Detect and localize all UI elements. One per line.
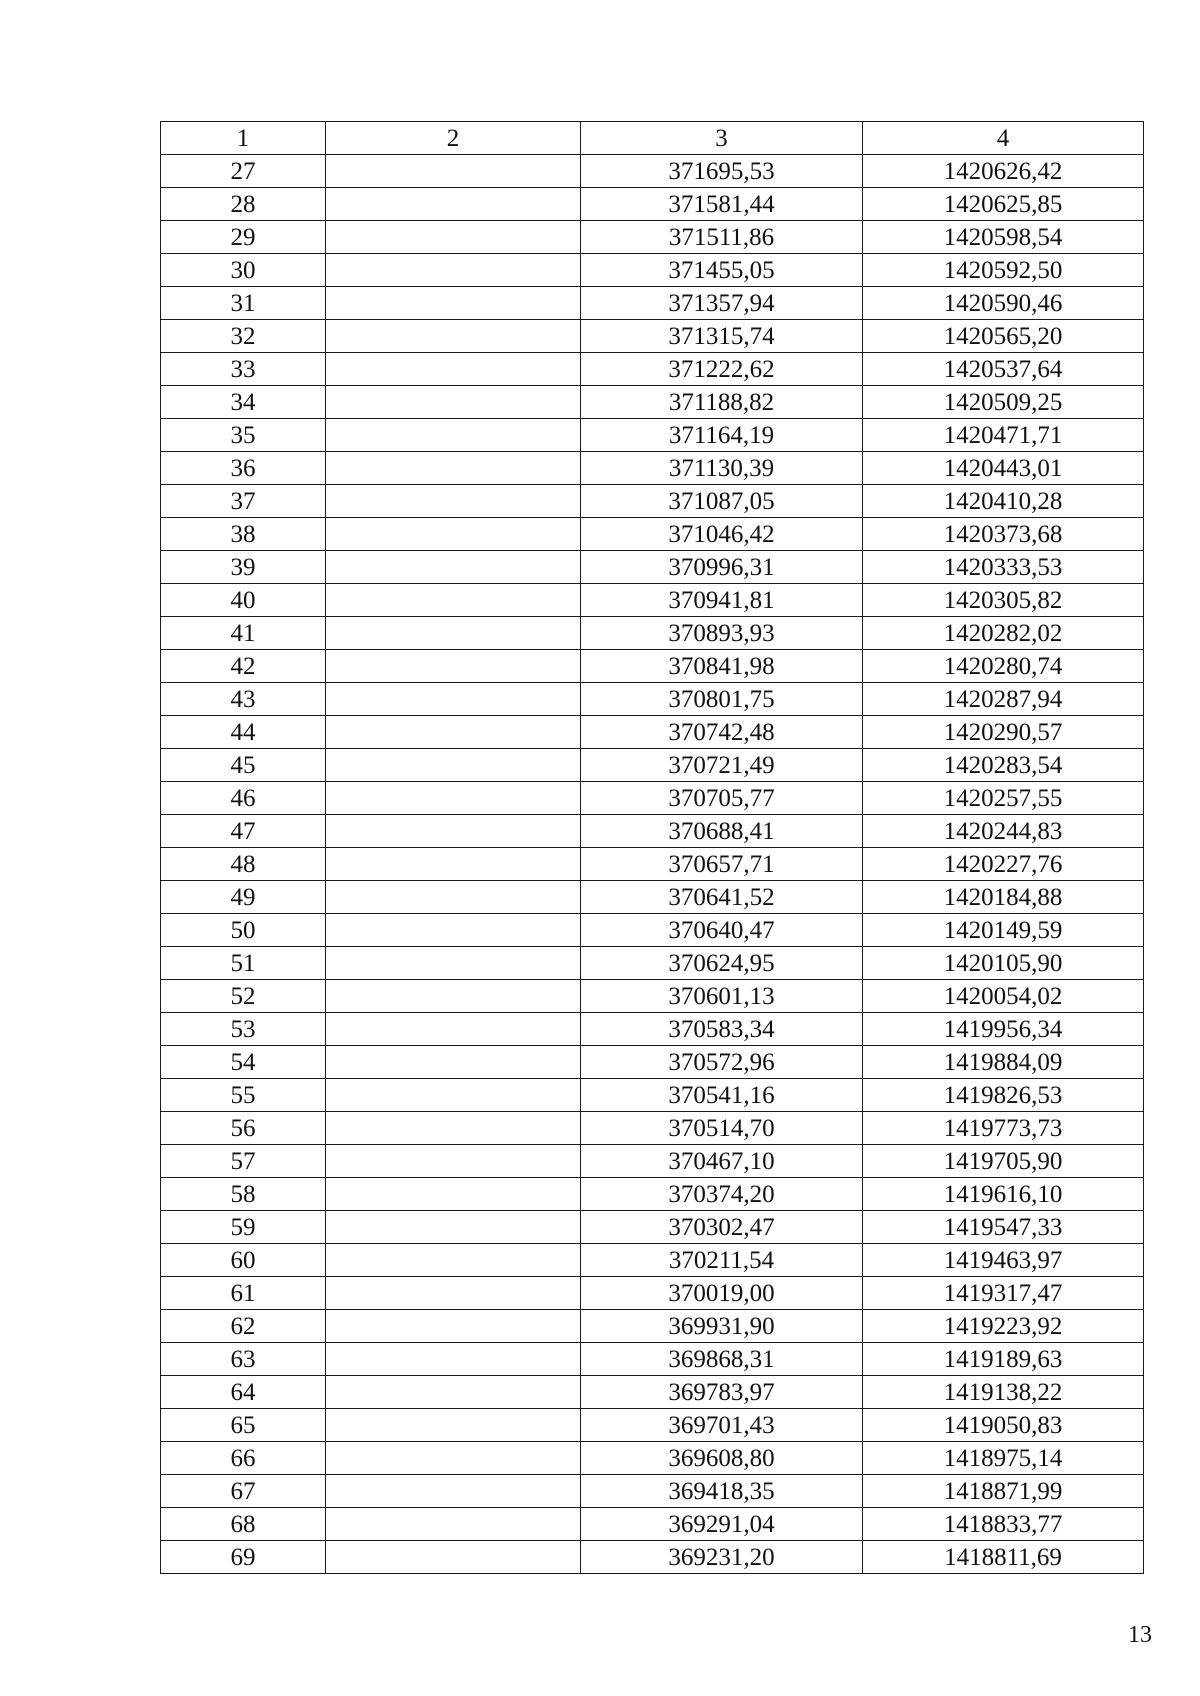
name-cell xyxy=(326,1310,581,1343)
name-cell xyxy=(326,155,581,188)
y-coordinate-cell: 1419223,92 xyxy=(863,1310,1144,1343)
x-coordinate-cell: 370996,31 xyxy=(581,551,863,584)
name-cell xyxy=(326,1046,581,1079)
table-row xyxy=(161,749,1144,782)
y-coordinate-cell: 1420305,82 xyxy=(863,584,1144,617)
table-row xyxy=(161,1277,1144,1310)
point-number-cell: 68 xyxy=(161,1508,326,1541)
table-row xyxy=(161,947,1144,980)
point-number-cell: 30 xyxy=(161,254,326,287)
y-coordinate-cell: 1420509,25 xyxy=(863,386,1144,419)
y-coordinate-cell: 1420410,28 xyxy=(863,485,1144,518)
y-coordinate-cell: 1419616,10 xyxy=(863,1178,1144,1211)
point-number-cell: 67 xyxy=(161,1475,326,1508)
table-body xyxy=(161,122,1144,1574)
name-cell xyxy=(326,650,581,683)
x-coordinate-cell: 370541,16 xyxy=(581,1079,863,1112)
y-coordinate-cell: 1418871,99 xyxy=(863,1475,1144,1508)
name-cell xyxy=(326,683,581,716)
x-coordinate-cell: 369231,20 xyxy=(581,1541,863,1574)
y-coordinate-cell: 1420282,02 xyxy=(863,617,1144,650)
page-number: 13 xyxy=(1128,1622,1152,1648)
y-coordinate-cell: 1419317,47 xyxy=(863,1277,1144,1310)
y-coordinate-cell: 1420184,88 xyxy=(863,881,1144,914)
table-row xyxy=(161,188,1144,221)
x-coordinate-cell: 370624,95 xyxy=(581,947,863,980)
table-row xyxy=(161,221,1144,254)
y-coordinate-cell: 1420280,74 xyxy=(863,650,1144,683)
name-cell xyxy=(326,518,581,551)
table-row xyxy=(161,485,1144,518)
y-coordinate-cell: 1420537,64 xyxy=(863,353,1144,386)
table-row xyxy=(161,254,1144,287)
name-cell xyxy=(326,749,581,782)
point-number-cell: 63 xyxy=(161,1343,326,1376)
x-coordinate-cell: 371046,42 xyxy=(581,518,863,551)
y-coordinate-cell: 1420626,42 xyxy=(863,155,1144,188)
x-coordinate-cell: 370705,77 xyxy=(581,782,863,815)
y-coordinate-cell: 1418975,14 xyxy=(863,1442,1144,1475)
y-coordinate-cell: 1419050,83 xyxy=(863,1409,1144,1442)
name-cell xyxy=(326,848,581,881)
y-coordinate-cell: 1420443,01 xyxy=(863,452,1144,485)
x-coordinate-cell: 370302,47 xyxy=(581,1211,863,1244)
name-cell xyxy=(326,1112,581,1145)
x-coordinate-cell: 371695,53 xyxy=(581,155,863,188)
x-coordinate-cell: 369608,80 xyxy=(581,1442,863,1475)
point-number-cell: 34 xyxy=(161,386,326,419)
name-cell xyxy=(326,353,581,386)
y-coordinate-cell: 1419138,22 xyxy=(863,1376,1144,1409)
x-coordinate-cell: 370019,00 xyxy=(581,1277,863,1310)
x-coordinate-cell: 371581,44 xyxy=(581,188,863,221)
table-row xyxy=(161,1211,1144,1244)
name-cell xyxy=(326,1244,581,1277)
table-row xyxy=(161,452,1144,485)
y-coordinate-cell: 1420287,94 xyxy=(863,683,1144,716)
y-coordinate-cell: 1419773,73 xyxy=(863,1112,1144,1145)
y-coordinate-cell: 1418811,69 xyxy=(863,1541,1144,1574)
point-number-cell: 40 xyxy=(161,584,326,617)
name-cell xyxy=(326,617,581,650)
name-cell xyxy=(326,1475,581,1508)
header-cell-1: 1 xyxy=(161,122,326,155)
table-row xyxy=(161,914,1144,947)
name-cell xyxy=(326,1442,581,1475)
name-cell xyxy=(326,881,581,914)
table-row xyxy=(161,1343,1144,1376)
point-number-cell: 60 xyxy=(161,1244,326,1277)
y-coordinate-cell: 1420592,50 xyxy=(863,254,1144,287)
point-number-cell: 57 xyxy=(161,1145,326,1178)
point-number-cell: 47 xyxy=(161,815,326,848)
x-coordinate-cell: 370801,75 xyxy=(581,683,863,716)
y-coordinate-cell: 1420565,20 xyxy=(863,320,1144,353)
name-cell xyxy=(326,320,581,353)
table-row xyxy=(161,1046,1144,1079)
name-cell xyxy=(326,419,581,452)
table-row xyxy=(161,287,1144,320)
name-cell xyxy=(326,1508,581,1541)
table-row xyxy=(161,1442,1144,1475)
x-coordinate-cell: 371188,82 xyxy=(581,386,863,419)
name-cell xyxy=(326,551,581,584)
x-coordinate-cell: 371455,05 xyxy=(581,254,863,287)
point-number-cell: 61 xyxy=(161,1277,326,1310)
point-number-cell: 33 xyxy=(161,353,326,386)
point-number-cell: 66 xyxy=(161,1442,326,1475)
x-coordinate-cell: 371315,74 xyxy=(581,320,863,353)
table-row xyxy=(161,320,1144,353)
table-row xyxy=(161,1244,1144,1277)
y-coordinate-cell: 1420290,57 xyxy=(863,716,1144,749)
name-cell xyxy=(326,287,581,320)
y-coordinate-cell: 1420373,68 xyxy=(863,518,1144,551)
table-row xyxy=(161,1178,1144,1211)
name-cell xyxy=(326,254,581,287)
name-cell xyxy=(326,584,581,617)
name-cell xyxy=(326,1079,581,1112)
point-number-cell: 49 xyxy=(161,881,326,914)
point-number-cell: 43 xyxy=(161,683,326,716)
x-coordinate-cell: 369931,90 xyxy=(581,1310,863,1343)
table-row xyxy=(161,584,1144,617)
x-coordinate-cell: 370893,93 xyxy=(581,617,863,650)
x-coordinate-cell: 369291,04 xyxy=(581,1508,863,1541)
x-coordinate-cell: 369418,35 xyxy=(581,1475,863,1508)
y-coordinate-cell: 1420105,90 xyxy=(863,947,1144,980)
x-coordinate-cell: 370374,20 xyxy=(581,1178,863,1211)
table-row xyxy=(161,980,1144,1013)
point-number-cell: 35 xyxy=(161,419,326,452)
point-number-cell: 48 xyxy=(161,848,326,881)
table-row xyxy=(161,683,1144,716)
x-coordinate-cell: 369701,43 xyxy=(581,1409,863,1442)
y-coordinate-cell: 1419826,53 xyxy=(863,1079,1144,1112)
table-row xyxy=(161,881,1144,914)
x-coordinate-cell: 370721,49 xyxy=(581,749,863,782)
table-row xyxy=(161,1112,1144,1145)
x-coordinate-cell: 370640,47 xyxy=(581,914,863,947)
y-coordinate-cell: 1420283,54 xyxy=(863,749,1144,782)
table-row xyxy=(161,551,1144,584)
point-number-cell: 32 xyxy=(161,320,326,353)
y-coordinate-cell: 1419189,63 xyxy=(863,1343,1144,1376)
x-coordinate-cell: 371164,19 xyxy=(581,419,863,452)
y-coordinate-cell: 1420471,71 xyxy=(863,419,1144,452)
name-cell xyxy=(326,1343,581,1376)
point-number-cell: 31 xyxy=(161,287,326,320)
table-row xyxy=(161,353,1144,386)
point-number-cell: 36 xyxy=(161,452,326,485)
point-number-cell: 44 xyxy=(161,716,326,749)
table-row xyxy=(161,419,1144,452)
point-number-cell: 29 xyxy=(161,221,326,254)
name-cell xyxy=(326,716,581,749)
point-number-cell: 39 xyxy=(161,551,326,584)
name-cell xyxy=(326,452,581,485)
name-cell xyxy=(326,947,581,980)
name-cell xyxy=(326,386,581,419)
x-coordinate-cell: 369783,97 xyxy=(581,1376,863,1409)
name-cell xyxy=(326,485,581,518)
name-cell xyxy=(326,914,581,947)
x-coordinate-cell: 370657,71 xyxy=(581,848,863,881)
table-row xyxy=(161,386,1144,419)
table-row xyxy=(161,716,1144,749)
x-coordinate-cell: 370467,10 xyxy=(581,1145,863,1178)
x-coordinate-cell: 370514,70 xyxy=(581,1112,863,1145)
point-number-cell: 50 xyxy=(161,914,326,947)
name-cell xyxy=(326,980,581,1013)
y-coordinate-cell: 1420257,55 xyxy=(863,782,1144,815)
point-number-cell: 38 xyxy=(161,518,326,551)
name-cell xyxy=(326,1409,581,1442)
table-row xyxy=(161,650,1144,683)
x-coordinate-cell: 370211,54 xyxy=(581,1244,863,1277)
y-coordinate-cell: 1419463,97 xyxy=(863,1244,1144,1277)
name-cell xyxy=(326,815,581,848)
x-coordinate-cell: 371511,86 xyxy=(581,221,863,254)
point-number-cell: 69 xyxy=(161,1541,326,1574)
x-coordinate-cell: 371087,05 xyxy=(581,485,863,518)
x-coordinate-cell: 370583,34 xyxy=(581,1013,863,1046)
point-number-cell: 41 xyxy=(161,617,326,650)
table-row xyxy=(161,155,1144,188)
table-row xyxy=(161,1475,1144,1508)
x-coordinate-cell: 370641,52 xyxy=(581,881,863,914)
y-coordinate-cell: 1419956,34 xyxy=(863,1013,1144,1046)
table-row xyxy=(161,815,1144,848)
y-coordinate-cell: 1419884,09 xyxy=(863,1046,1144,1079)
point-number-cell: 56 xyxy=(161,1112,326,1145)
table-row xyxy=(161,518,1144,551)
name-cell xyxy=(326,221,581,254)
point-number-cell: 59 xyxy=(161,1211,326,1244)
name-cell xyxy=(326,1541,581,1574)
point-number-cell: 27 xyxy=(161,155,326,188)
y-coordinate-cell: 1420625,85 xyxy=(863,188,1144,221)
y-coordinate-cell: 1419705,90 xyxy=(863,1145,1144,1178)
x-coordinate-cell: 370688,41 xyxy=(581,815,863,848)
point-number-cell: 64 xyxy=(161,1376,326,1409)
table-row xyxy=(161,1508,1144,1541)
x-coordinate-cell: 370742,48 xyxy=(581,716,863,749)
name-cell xyxy=(326,1145,581,1178)
table-row xyxy=(161,1376,1144,1409)
table-row xyxy=(161,1079,1144,1112)
table-row xyxy=(161,1409,1144,1442)
table-row xyxy=(161,848,1144,881)
x-coordinate-cell: 370572,96 xyxy=(581,1046,863,1079)
y-coordinate-cell: 1420227,76 xyxy=(863,848,1144,881)
point-number-cell: 53 xyxy=(161,1013,326,1046)
x-coordinate-cell: 370601,13 xyxy=(581,980,863,1013)
y-coordinate-cell: 1420244,83 xyxy=(863,815,1144,848)
y-coordinate-cell: 1420333,53 xyxy=(863,551,1144,584)
name-cell xyxy=(326,782,581,815)
point-number-cell: 62 xyxy=(161,1310,326,1343)
y-coordinate-cell: 1420054,02 xyxy=(863,980,1144,1013)
table-row xyxy=(161,1541,1144,1574)
y-coordinate-cell: 1420590,46 xyxy=(863,287,1144,320)
name-cell xyxy=(326,1211,581,1244)
point-number-cell: 51 xyxy=(161,947,326,980)
coordinates-table xyxy=(160,121,1144,1574)
name-cell xyxy=(326,1013,581,1046)
table-row xyxy=(161,1013,1144,1046)
y-coordinate-cell: 1418833,77 xyxy=(863,1508,1144,1541)
x-coordinate-cell: 371130,39 xyxy=(581,452,863,485)
y-coordinate-cell: 1420149,59 xyxy=(863,914,1144,947)
point-number-cell: 37 xyxy=(161,485,326,518)
x-coordinate-cell: 370941,81 xyxy=(581,584,863,617)
header-cell-2: 2 xyxy=(326,122,581,155)
header-cell-4: 4 xyxy=(863,122,1144,155)
x-coordinate-cell: 371357,94 xyxy=(581,287,863,320)
point-number-cell: 45 xyxy=(161,749,326,782)
table-row xyxy=(161,782,1144,815)
table-row xyxy=(161,1310,1144,1343)
x-coordinate-cell: 371222,62 xyxy=(581,353,863,386)
table-header-row xyxy=(161,122,1144,155)
header-cell-3: 3 xyxy=(581,122,863,155)
y-coordinate-cell: 1420598,54 xyxy=(863,221,1144,254)
point-number-cell: 58 xyxy=(161,1178,326,1211)
point-number-cell: 52 xyxy=(161,980,326,1013)
name-cell xyxy=(326,1178,581,1211)
point-number-cell: 28 xyxy=(161,188,326,221)
point-number-cell: 42 xyxy=(161,650,326,683)
point-number-cell: 65 xyxy=(161,1409,326,1442)
name-cell xyxy=(326,1277,581,1310)
x-coordinate-cell: 369868,31 xyxy=(581,1343,863,1376)
y-coordinate-cell: 1419547,33 xyxy=(863,1211,1144,1244)
name-cell xyxy=(326,188,581,221)
point-number-cell: 46 xyxy=(161,782,326,815)
table-row xyxy=(161,1145,1144,1178)
x-coordinate-cell: 370841,98 xyxy=(581,650,863,683)
point-number-cell: 55 xyxy=(161,1079,326,1112)
name-cell xyxy=(326,1376,581,1409)
point-number-cell: 54 xyxy=(161,1046,326,1079)
table-row xyxy=(161,617,1144,650)
